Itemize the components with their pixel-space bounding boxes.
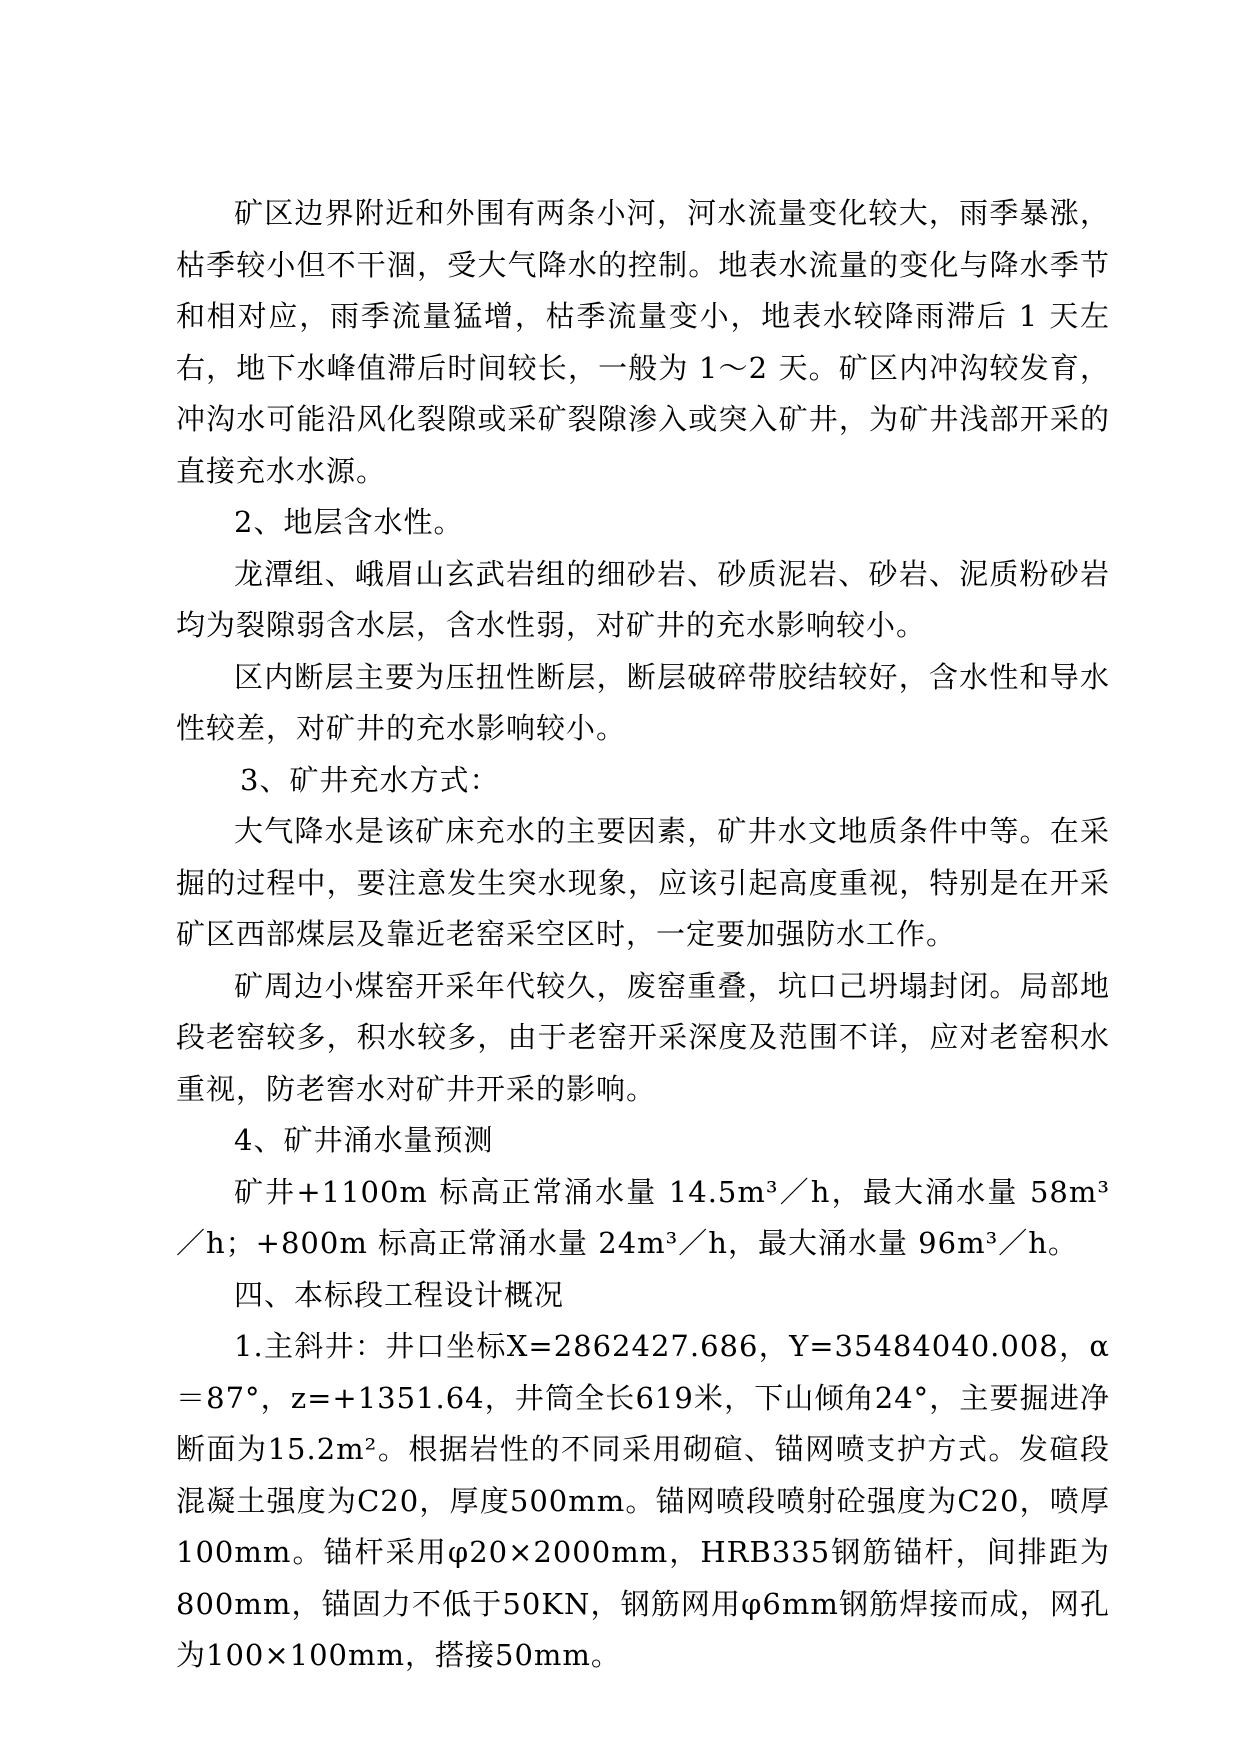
heading-design-overview: 四、本标段工程设计概况 xyxy=(234,1277,565,1312)
paragraph-precipitation: 大气降水是该矿床充水的主要因素，矿井水文地质条件中等。在采掘的过程中，要注意发生突水现象，应该引起高度重视，特别是在开采矿区西部煤层及靠近老窑采空区时，一定要加强防水工作。 xyxy=(176,814,1110,951)
paragraph-aquifer-strata: 龙潭组、峨眉山玄武岩组的细砂岩、砂质泥岩、砂岩、泥质粉砂岩均为裂隙弱含水层，含水性弱，对矿井的充水影响较小。 xyxy=(176,556,1110,642)
heading-water-filling: 3、矿井充水方式： xyxy=(240,762,500,797)
heading-aquifer: 2、地层含水性。 xyxy=(234,505,464,539)
document-body xyxy=(176,188,1110,1682)
paragraph-main-inclined-shaft: 1.主斜井：井口坐标X=2862427.686，Y=35484040.008，α ＝87°，z=+1351.64，井筒全长619米，下山倾角24°，主要掘进净断面为15.2m²。根据岩性的不同采用砌碹、锚网喷支护方式。发碹段混凝土强度为C20，厚度500mm。锚网喷段喷射砼强度为C20，喷厚100mm。锚杆采用φ20×2000mm，HRB335钢筋锚杆，间排距为800mm，锚固力不低于50KN，钢筋网用φ6mm钢筋焊接而成，网孔为100×100mm，搭接50mm。 xyxy=(176,1329,1110,1672)
paragraph-surface-water: 矿区边界附近和外围有两条小河，河水流量变化较大，雨季暴涨，枯季较小但不干涸，受大气降水的控制。地表水流量的变化与降水季节和相对应，雨季流量猛增，枯季流量变小，地表水较降雨滞后 1 天左右，地下水峰值滞后时间较长，一般为 1～2 天。矿区内冲沟较发育，冲沟水可能沿风化裂隙或采矿裂隙渗入或突入矿井，为矿井浅部开采的直接充水水源。 xyxy=(176,196,1110,488)
paragraph-old-kilns: 矿周边小煤窑开采年代较久，废窑重叠，坑口己坍塌封闭。局部地段老窑较多，积水较多，由于老窑开采深度及范围不详，应对老窑积水重视，防老窖水对矿井开采的影响。 xyxy=(176,968,1110,1106)
paragraph-faults: 区内断层主要为压扭性断层，断层破碎带胶结较好，含水性和导水性较差，对矿井的充水影响较小。 xyxy=(176,659,1110,745)
paragraph-water-inflow: 矿井+1100m 标高正常涌水量 14.5m³／h，最大涌水量 58m³／h；+800m 标高正常涌水量 24m³／h，最大涌水量 96m³／h。 xyxy=(176,1174,1110,1260)
heading-water-inflow: 4、矿井涌水量预测 xyxy=(234,1123,494,1157)
